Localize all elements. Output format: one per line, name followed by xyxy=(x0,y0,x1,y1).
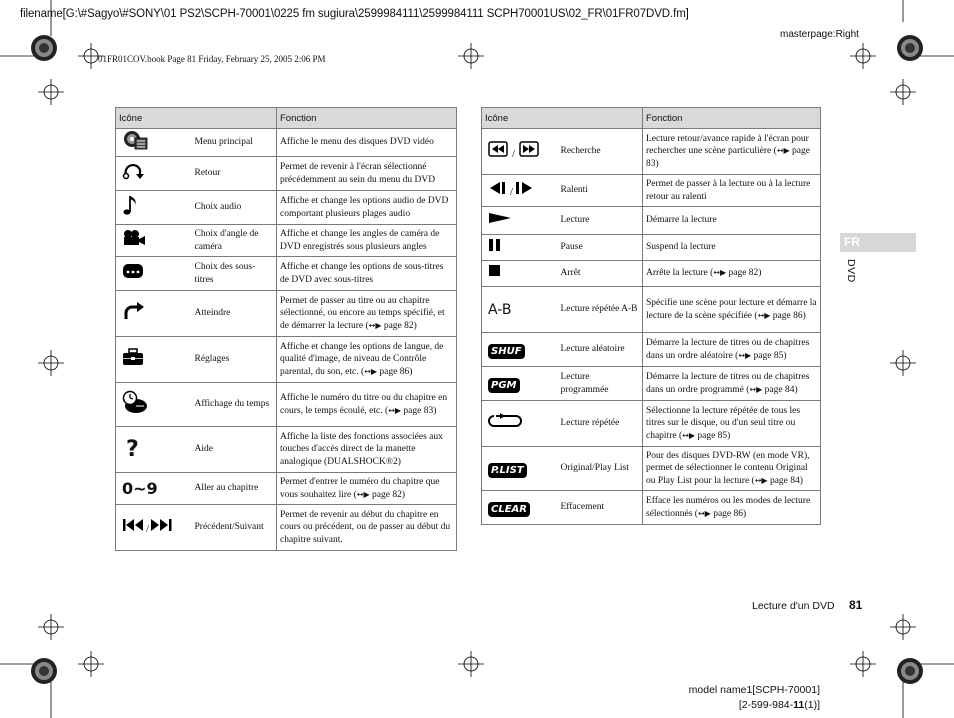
crosshair-mark xyxy=(890,614,916,640)
table-row xyxy=(116,427,457,473)
page-number: 81 xyxy=(849,598,863,612)
goto-arrow-icon xyxy=(116,291,192,337)
clock-disc-icon xyxy=(116,383,192,427)
slow-motion-icon: / xyxy=(482,175,558,207)
row-label: Aller au chapitre xyxy=(192,473,277,505)
row-label: Retour xyxy=(192,157,277,191)
toolbox-icon xyxy=(116,337,192,383)
clear-icon: CLEAR xyxy=(482,491,558,525)
row-function: Démarre la lecture de titres ou de chapitres dans un ordre programmé (↔▶ page 84) xyxy=(643,367,821,401)
row-function: Affiche et change les angles de caméra de DVD enregistrés sous plusieurs angles xyxy=(277,225,457,257)
page-ref-arrow-icon: ↔▶ xyxy=(356,489,370,499)
pause-icon xyxy=(482,235,558,261)
subtitle-icon xyxy=(116,257,192,291)
crosshair-mark xyxy=(890,350,916,376)
return-icon xyxy=(116,157,192,191)
crosshair-mark xyxy=(850,43,876,69)
table-row xyxy=(482,367,821,401)
row-label: Lecture programmée xyxy=(558,367,643,401)
row-function: Démarre la lecture de titres ou de chapitres dans un ordre aléatoire (↔▶ page 85) xyxy=(643,333,821,367)
table-row xyxy=(482,207,821,235)
playlist-icon: P.LIST xyxy=(482,447,558,491)
audio-note-icon xyxy=(116,191,192,225)
page-ref-arrow-icon: ↔▶ xyxy=(738,350,752,360)
table-row xyxy=(116,191,457,225)
table-row xyxy=(482,175,821,207)
row-function: Pour des disques DVD-RW (en mode VR), permet de sélectionner le contenu Original ou Play List pour la lecture (↔▶ page 84) xyxy=(643,447,821,491)
starburst-mark xyxy=(897,658,923,684)
row-function: Sélectionne la lecture répétée de tous les titres sur le disque, ou d'un seul titre ou chapitre (↔▶ page 85) xyxy=(643,401,821,447)
page-ref-arrow-icon: ↔▶ xyxy=(757,310,771,320)
section-tab: DVD xyxy=(845,259,857,283)
table-row xyxy=(482,235,821,261)
crosshair-mark xyxy=(890,79,916,105)
row-label: Effacement xyxy=(558,491,643,525)
row-function: Spécifie une scène pour lecture et démarre la lecture de la scène spécifiée (↔▶ page 86) xyxy=(643,287,821,333)
row-function: Affiche le menu des disques DVD vidéo xyxy=(277,129,457,157)
table-row xyxy=(116,129,457,157)
row-function: Affiche et change les options de sous-titres de DVD avec sous-titres xyxy=(277,257,457,291)
row-function: Permet de revenir au début du chapitre en cours ou précédent, ou de passer au début du chapitre suivant. xyxy=(277,505,457,551)
table-row xyxy=(116,473,457,505)
page-ref-arrow-icon: ↔▶ xyxy=(713,268,727,278)
row-label: Lecture répétée A-B xyxy=(558,287,643,333)
row-label: Atteindre xyxy=(192,291,277,337)
row-label: Choix des sous-titres xyxy=(192,257,277,291)
row-label: Lecture xyxy=(558,207,643,235)
stop-icon xyxy=(482,261,558,287)
play-icon xyxy=(482,207,558,235)
table-row xyxy=(482,447,821,491)
crosshair-mark xyxy=(38,614,64,640)
row-label: Aide xyxy=(192,427,277,473)
row-function: Permet de passer au titre ou au chapitre sélectionné, ou encore au temps spécifié, et de démarrer la lecture (↔▶ page 82) xyxy=(277,291,457,337)
page-ref-arrow-icon: ↔▶ xyxy=(754,475,768,485)
row-function: Permet de revenir à l'écran sélectionné précédemment au sein du menu du DVD xyxy=(277,157,457,191)
icon-table-right xyxy=(481,107,821,525)
page-ref-arrow-icon: ↔▶ xyxy=(749,384,763,394)
table-row xyxy=(116,225,457,257)
table-row xyxy=(116,337,457,383)
table-row xyxy=(116,157,457,191)
page-ref-arrow-icon: ↔▶ xyxy=(697,508,711,518)
row-label: Affichage du temps xyxy=(192,383,277,427)
column-header-icon: Icône xyxy=(482,108,558,129)
header-book-info: 01FR01COV.book Page 81 Friday, February 25, 2005 2:06 PM xyxy=(98,54,326,64)
language-tab: FR xyxy=(840,233,916,252)
footer-section-title: Lecture d'un DVD xyxy=(752,600,835,612)
table-row xyxy=(482,129,821,175)
column-header-function: Fonction xyxy=(277,108,457,129)
column-header-function: Fonction xyxy=(643,108,821,129)
row-function: Arrête la lecture (↔▶ page 82) xyxy=(643,261,821,287)
crosshair-mark xyxy=(38,350,64,376)
ab-repeat-icon: A-B xyxy=(482,287,558,333)
row-label: Lecture aléatoire xyxy=(558,333,643,367)
footer-model: model name1[SCPH-70001] [2-599-984-11(1)] xyxy=(688,684,820,711)
row-label: Pause xyxy=(558,235,643,261)
row-label: Recherche xyxy=(558,129,643,175)
page-ref-arrow-icon: ↔▶ xyxy=(388,405,402,415)
row-function: Affiche et change les options audio de DVD comportant plusieurs plages audio xyxy=(277,191,457,225)
row-label: Choix d'angle de caméra xyxy=(192,225,277,257)
row-function: Affiche le numéro du titre ou du chapitre en cours, le temps écoulé, etc. (↔▶ page 83) xyxy=(277,383,457,427)
column-header-icon: Icône xyxy=(116,108,192,129)
row-label: Ralenti xyxy=(558,175,643,207)
menu-disc-icon xyxy=(116,129,192,157)
row-function: Démarre la lecture xyxy=(643,207,821,235)
crosshair-mark xyxy=(850,651,876,677)
icon-table-left xyxy=(115,107,457,551)
row-label: Précédent/Suivant xyxy=(192,505,277,551)
table-row xyxy=(116,383,457,427)
row-label: Choix audio xyxy=(192,191,277,225)
table-row xyxy=(116,257,457,291)
starburst-mark xyxy=(31,658,57,684)
zero-nine-icon: 0~9 xyxy=(116,473,192,505)
starburst-mark xyxy=(897,35,923,61)
repeat-icon xyxy=(482,401,558,447)
table-row xyxy=(116,291,457,337)
table-row xyxy=(482,287,821,333)
table-row xyxy=(482,333,821,367)
row-label: Lecture répétée xyxy=(558,401,643,447)
row-function: Affiche et change les options de langue, de qualité d'image, de niveau de Contrôle parental, du son, etc. (↔▶ page 86) xyxy=(277,337,457,383)
row-label: Arrêt xyxy=(558,261,643,287)
row-function: Affiche la liste des fonctions associées aux touches d'accès direct de la manette analogique (DUALSHOCK®2) xyxy=(277,427,457,473)
table-row xyxy=(116,505,457,551)
header-masterpage: masterpage:Right xyxy=(780,29,859,40)
question-icon: ? xyxy=(116,427,192,473)
table-row xyxy=(482,401,821,447)
table-row xyxy=(482,491,821,525)
page-ref-arrow-icon: ↔▶ xyxy=(682,430,695,440)
row-function: Permet d'entrer le numéro du chapitre que vous souhaitez lire (↔▶ page 82) xyxy=(277,473,457,505)
camera-icon xyxy=(116,225,192,257)
row-label: Original/Play List xyxy=(558,447,643,491)
row-function: Suspend la lecture xyxy=(643,235,821,261)
row-label: Menu principal xyxy=(192,129,277,157)
prev-next-icon: / xyxy=(116,505,192,551)
row-label: Réglages xyxy=(192,337,277,383)
program-icon: PGM xyxy=(482,367,558,401)
page-ref-arrow-icon: ↔▶ xyxy=(368,320,382,330)
page-ref-arrow-icon: ↔▶ xyxy=(776,146,790,156)
shuffle-icon: SHUF xyxy=(482,333,558,367)
header-filename: filename[G:\#Sagyo\#SONY\01 PS2\SCPH-70001\0225 fm sugiura\2599984111\2599984111 SCPH70001US\02_FR\01FR07DVD.fm] xyxy=(20,8,689,20)
crosshair-mark xyxy=(458,43,484,69)
crosshair-mark xyxy=(458,651,484,677)
row-function: Lecture retour/avance rapide à l'écran pour rechercher une scène particulière (↔▶ page 83) xyxy=(643,129,821,175)
table-row xyxy=(482,261,821,287)
crosshair-mark xyxy=(78,651,104,677)
row-function: Efface les numéros ou les modes de lecture sélectionnés (↔▶ page 86) xyxy=(643,491,821,525)
page-ref-arrow-icon: ↔▶ xyxy=(364,366,378,376)
rewind-ffwd-icon: / xyxy=(482,129,558,175)
row-function: Permet de passer à la lecture ou à la lecture retour au ralenti xyxy=(643,175,821,207)
crosshair-mark xyxy=(38,79,64,105)
starburst-mark xyxy=(31,35,57,61)
